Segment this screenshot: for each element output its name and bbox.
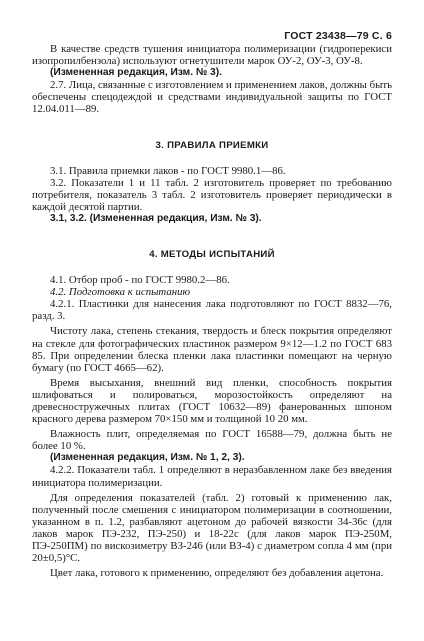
paragraph: 3.1. Правила приемки лаков - по ГОСТ 9980.1—86. — [50, 164, 286, 177]
amendment-note: (Измененная редакция, Изм. № 3). — [50, 67, 222, 79]
amendment-note: (Измененная редакция, Изм. № 1, 2, 3). — [50, 452, 245, 464]
section-heading-4: 4. МЕТОДЫ ИСПЫТАНИЙ — [149, 249, 275, 261]
section-heading-3: 3. ПРАВИЛА ПРИЕМКИ — [155, 139, 269, 151]
paragraph: Цвет лака, готового к применению, определяют без добавления ацетона. — [50, 567, 384, 580]
paragraph: 2.7. Лица, связанные с изготовлением и применением лаков, должны быть обеспечены спецодеждой и средствами индивидуальной защиты по ГОСТ 12.04.011—89. — [32, 79, 392, 116]
amendment-note: 3.1, 3.2. (Измененная редакция, Изм. № 3). — [50, 212, 262, 224]
paragraph: Для определения показателей (табл. 2) готовый к применению лак, полученный после смешения с инициатором полимеризации в соотношении, указанном в п. 1.2, разбавляют ацетоном до рабочей вязкости 34-36с (для лаков марок ПЭ-232, ПЭ-250) и 18-22с (для лаков марок ПЭ-250М, ПЭ-250ПМ) по вискозиметру ВЗ-246 (или ВЗ-4) с диаметром сопла 4 мм (при 20±0,5)°С. — [32, 491, 392, 565]
page-content — [32, 43, 392, 579]
page-header: ГОСТ 23438—79 С. 6 — [284, 30, 392, 42]
paragraph: Влажность плит, определяемая по ГОСТ 16588—79, должна быть не более 10 %. — [32, 428, 392, 453]
paragraph: 3.2. Показатели 1 и 11 табл. 2 изготовитель проверяет по требованию потребителя, показатель 3 табл. 2 изготовитель проверяет периодически в каждой десятой партии. — [32, 176, 392, 213]
paragraph: В качестве средств тушения инициатора полимеризации (гидроперекиси изопропилбензола) используют огнетушители марок ОУ-2, ОУ-3, ОУ-8. — [32, 43, 392, 68]
paragraph: 4.1. Отбор проб - по ГОСТ 9980.2—86. — [50, 274, 230, 287]
paragraph: Чистоту лака, степень стекания, твердость и блеск покрытия определяют на стекле для фотографических пластинок размером 9×12—1.2 по ГОСТ 683 85. При определении блеска пленки лака пластинки помещают на черную бумагу (по ГОСТ 4665—62). — [32, 325, 392, 374]
paragraph: 4.2.2. Показатели табл. 1 определяют в неразбавленном лаке без введения инициатора полимеризации. — [32, 464, 392, 489]
paragraph: 4.2.1. Пластинки для нанесения лака подготовляют по ГОСТ 8832—76, разд. 3. — [32, 298, 392, 323]
subsection-title: 4.2. Подготовка к испытанию — [50, 286, 191, 299]
paragraph: Время высыхания, внешний вид пленки, способность покрытия шлифоваться и полироваться, морозостойкость определяют на древесностружечных плитах (ГОСТ 10632—89) фанерованных шпоном красного дерева размером 70×150 мм и толщиной 10 20 мм. — [32, 376, 392, 426]
